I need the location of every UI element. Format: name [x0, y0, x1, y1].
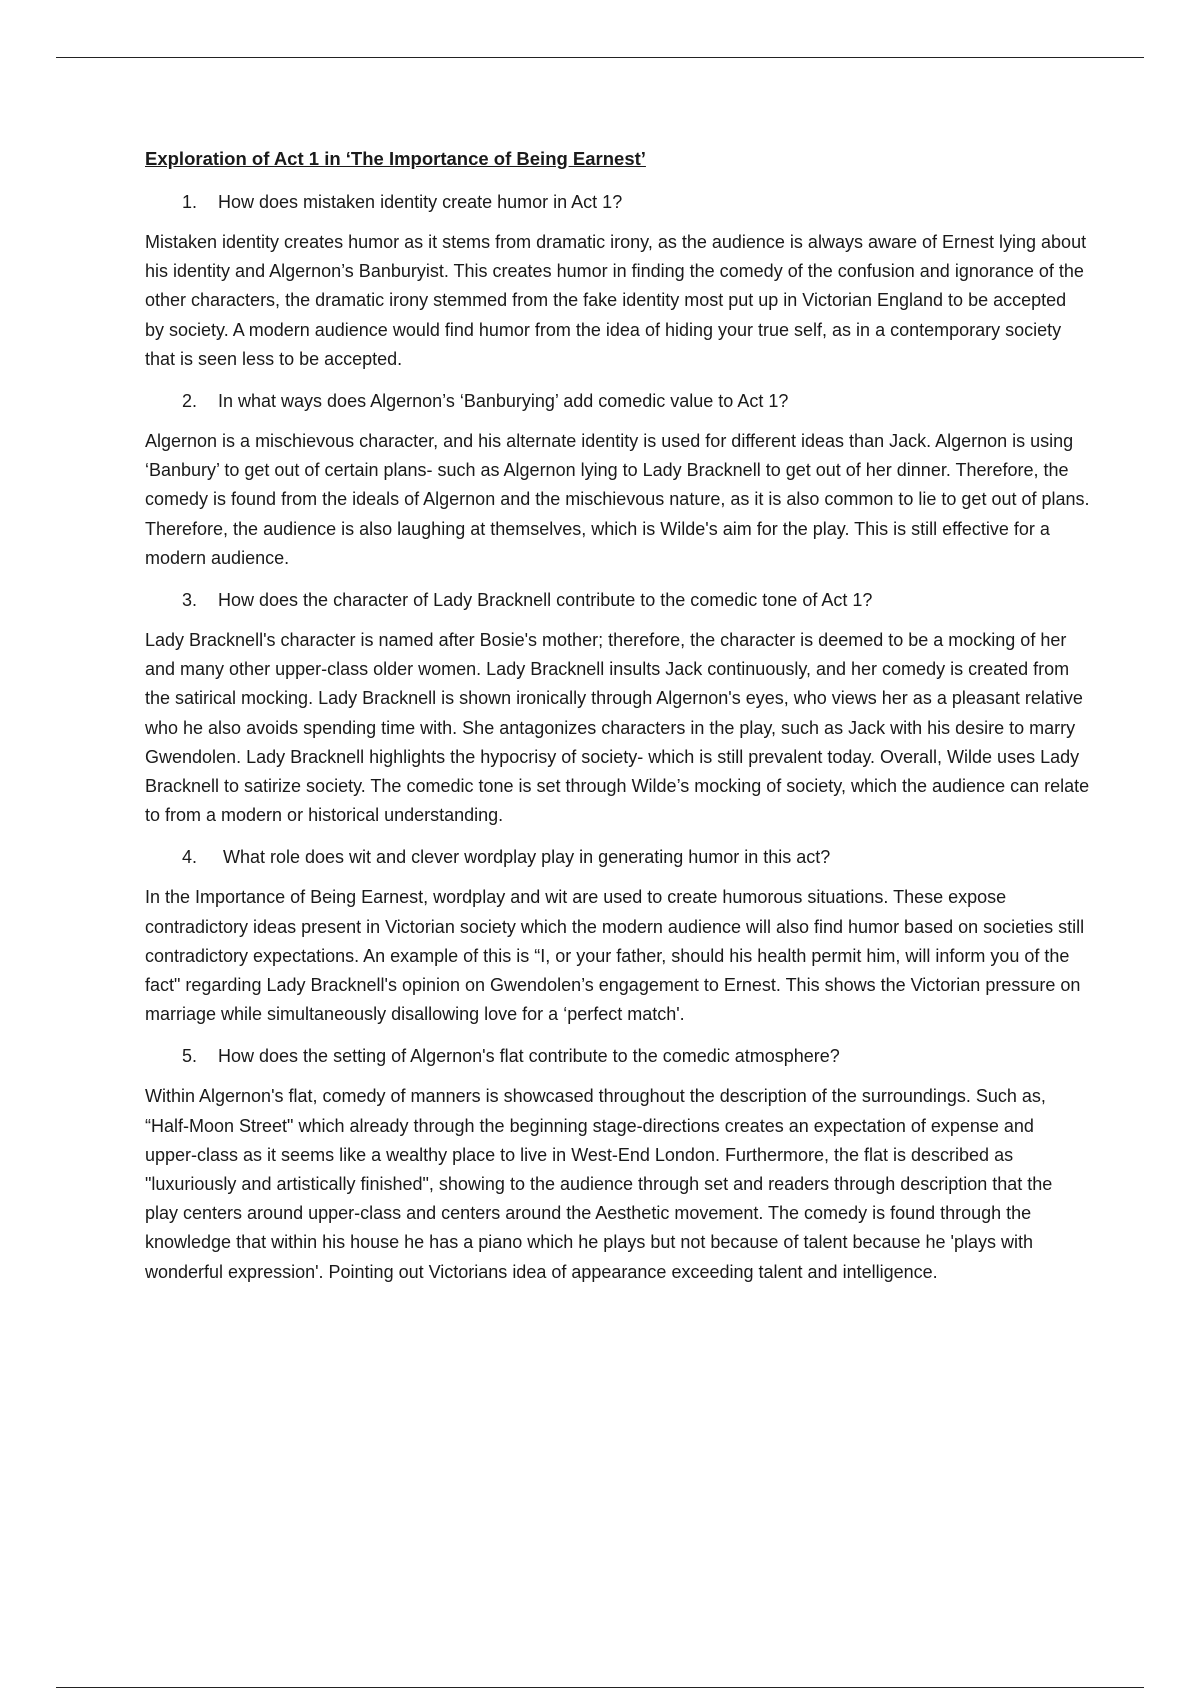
question-text: How does mistaken identity create humor in Act 1?: [218, 192, 623, 212]
question-number: 2.: [182, 391, 198, 412]
document-title: Exploration of Act 1 in ‘The Importance of Being Earnest’: [145, 148, 646, 169]
answer-2: Algernon is a mischievous character, and his alternate identity is used for different ideas than Jack. Algernon is using ‘Banbury’ to get out of certain plans- such as Algernon lying to Lady Bracknell to get out of her dinner. Therefore, the comedy is found from the ideals of Algernon and the mischievous nature, as it is also common to lie to get out of plans. Therefore, the audience is also laughing at themselves, which is Wilde's aim for the play. This is still effective for a modern audience.: [145, 431, 1090, 568]
question-text: How does the setting of Algernon's flat contribute to the comedic atmosphere?: [218, 1046, 840, 1067]
question-5: [182, 1042, 1090, 1070]
footer-rule: [56, 1687, 1144, 1688]
question-4: [182, 843, 1090, 871]
header-rule: [56, 57, 1144, 58]
document-body: [145, 144, 1090, 1300]
question-text: In what ways does Algernon’s ‘Banburying’ add comedic value to Act 1?: [218, 391, 789, 412]
question-1: [182, 188, 1090, 216]
question-number: 3.: [182, 590, 198, 611]
question-number: 5.: [182, 1046, 198, 1067]
answer-5: Within Algernon's flat, comedy of manners is showcased throughout the description of the surroundings. Such as, “Half-Moon Street" which already through the beginning stage-directions creates an expectation of expense and upper-class as it seems like a wealthy place to live in West-End London. Furthermore, the flat is described as "luxuriously and artistically finished", showing to the audience through set and readers through description that the play centers around upper-class and centers around the Aesthetic movement. The comedy is found through the knowledge that within his house he has a piano which he plays but not because of talent because he 'plays with wonderful expression'. Pointing out Victorians idea of appearance exceeding talent and intelligence.: [145, 1086, 1053, 1282]
question-number: 1.: [182, 192, 198, 212]
question-2: [182, 387, 1090, 415]
question-3: [182, 586, 1090, 614]
question-number: 4.: [182, 847, 198, 868]
question-text: What role does wit and clever wordplay play in generating humor in this act?: [223, 847, 831, 868]
question-text: How does the character of Lady Bracknell contribute to the comedic tone of Act 1?: [218, 590, 873, 611]
answer-1: Mistaken identity creates humor as it stems from dramatic irony, as the audience is always aware of Ernest lying about his identity and Algernon’s Banburyist. This creates humor in finding the comedy of the confusion and ignorance of the other characters, the dramatic irony stemmed from the fake identity most put up in Victorian England to be accepted by society. A modern audience would find humor from the idea of hiding your true self, as in a contemporary society that is seen less to be accepted.: [145, 232, 1087, 369]
answer-4: In the Importance of Being Earnest, wordplay and wit are used to create humorous situations. These expose contradictory ideas present in Victorian society which the modern audience will also find humor based on societies still contradictory expectations. An example of this is “I, or your father, should his health permit him, will inform you of the fact" regarding Lady Bracknell's opinion on Gwendolen’s engagement to Ernest. This shows the Victorian pressure on marriage while simultaneously disallowing love for a ‘perfect match'.: [145, 887, 1085, 1025]
answer-3: Lady Bracknell's character is named after Bosie's mother; therefore, the character is deemed to be a mocking of her and many other upper-class older women. Lady Bracknell insults Jack continuously, and her comedy is created from the satirical mocking. Lady Bracknell is shown ironically through Algernon's eyes, who views her as a pleasant relative who he also avoids spending time with. She antagonizes characters in the play, such as Jack with his desire to marry Gwendolen. Lady Bracknell highlights the hypocrisy of society- which is still prevalent today. Overall, Wilde uses Lady Bracknell to satirize society. The comedic tone is set through Wilde’s mocking of society, which the audience can relate to from a modern or historical understanding.: [145, 630, 1090, 826]
